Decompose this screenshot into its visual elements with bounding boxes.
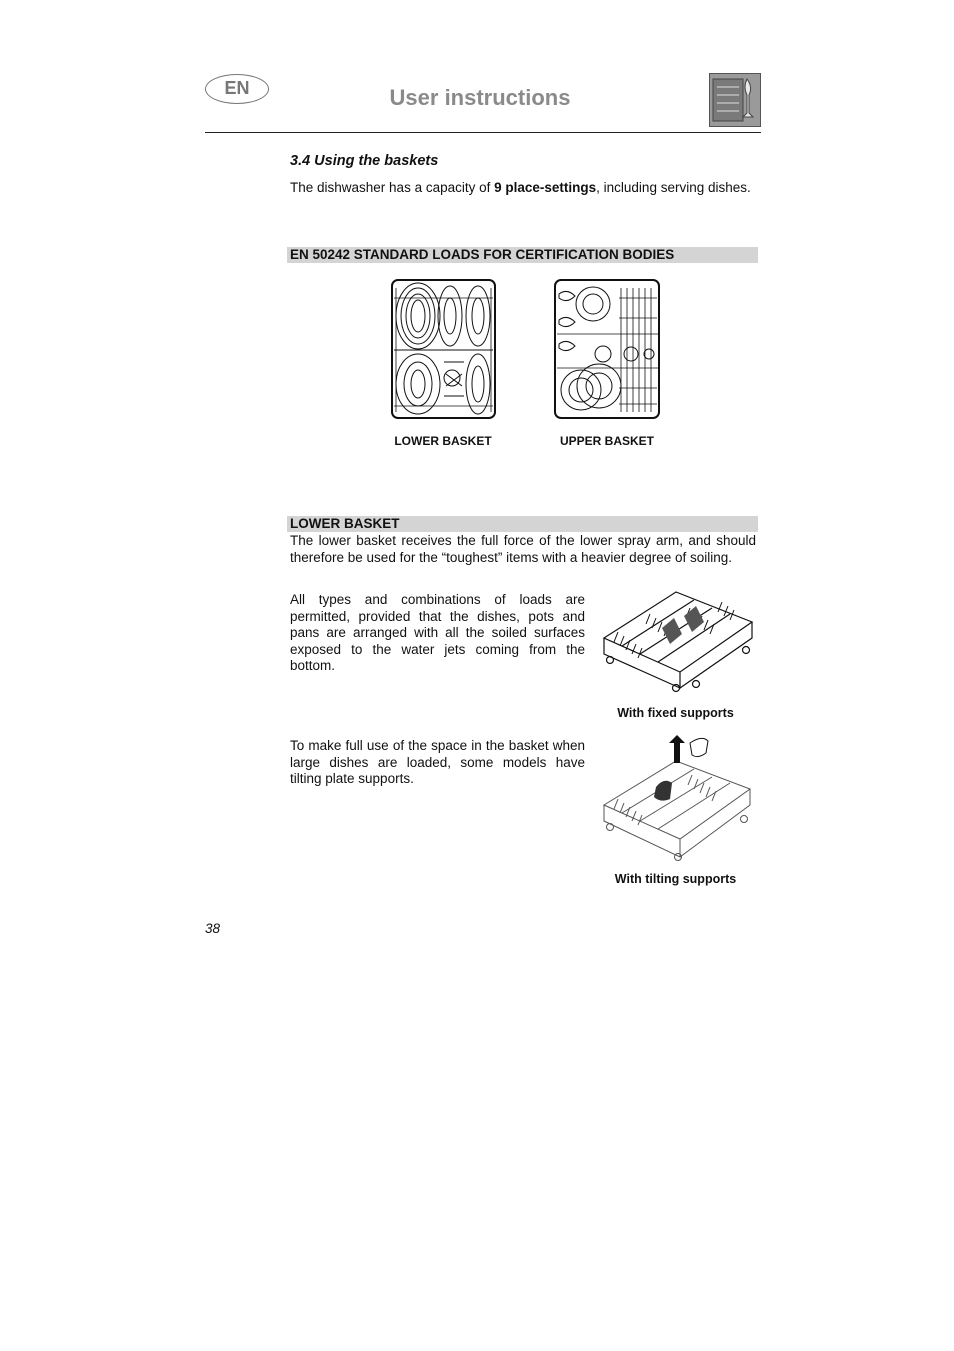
lower-basket-paragraph: The lower basket receives the full force of the lower spray arm, and should therefore be used for the “toughest” items with a heavier degree of soiling. [290,533,756,565]
tilting-paragraph: To make full use of the space in the basket when large dishes are loaded, some models have tilting plate supports. [290,738,585,786]
lower-basket-caption: LOWER BASKET [394,434,492,448]
tilting-supports-figure [600,733,755,863]
upper-basket-load-figure [553,278,663,421]
section-heading: 3.4 Using the baskets [290,153,439,169]
lower-basket-bar: LOWER BASKET [287,516,758,532]
tilting-supports-caption: With tilting supports [614,872,737,886]
header-divider [205,132,761,133]
language-badge: EN [205,74,269,104]
intro-paragraph [290,180,761,197]
fixed-supports-caption: With fixed supports [617,706,734,720]
intro-text-after: , including serving dishes. [596,180,751,195]
dishwasher-icon [709,73,761,127]
intro-text-bold: 9 place-settings [494,180,597,195]
intro-text-before: The dishwasher has a capacity of [290,180,495,195]
lower-basket-load-figure [390,278,497,421]
page-title: User instructions [389,85,571,110]
standard-loads-bar: EN 50242 STANDARD LOADS FOR CERTIFICATION BODIES [287,247,758,263]
fixed-supports-figure [600,588,755,694]
loads-paragraph: All types and combinations of loads are permitted, provided that the dishes, pots and pans are arranged with all the soiled surfaces exposed to the water jets coming from the bottom. [290,592,585,673]
upper-basket-caption: UPPER BASKET [559,434,654,448]
page-number: 38 [205,921,221,936]
